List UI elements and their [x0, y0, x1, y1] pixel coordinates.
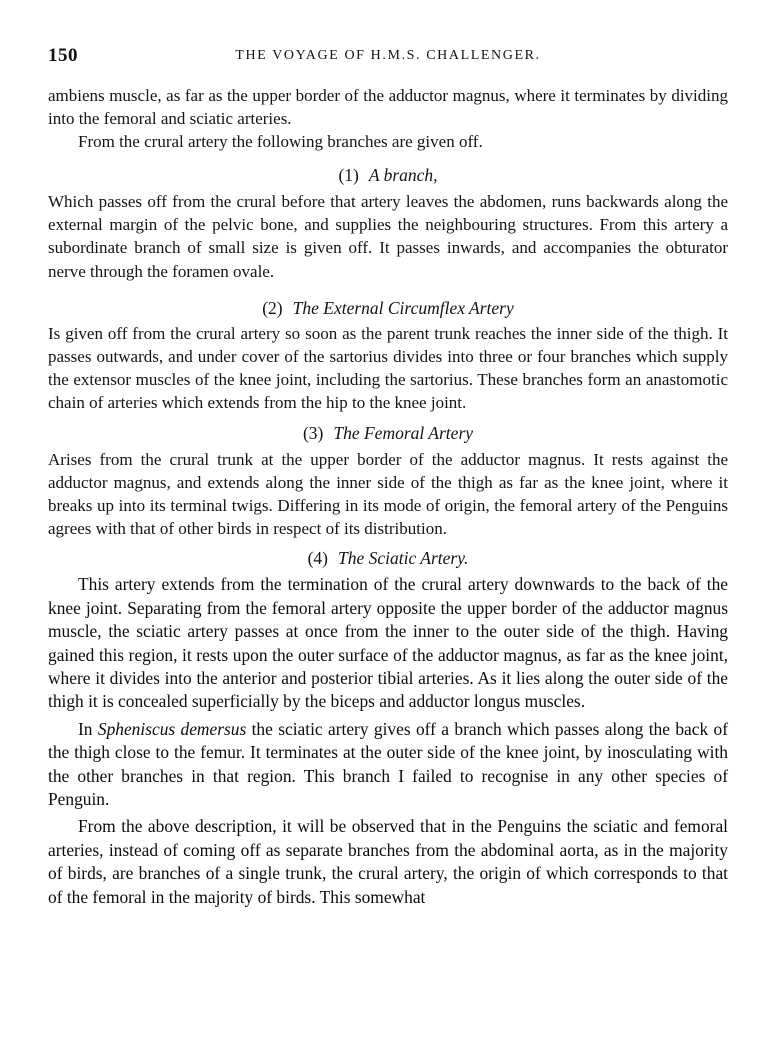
section-paragraph-1: Which passes off from the crural before that artery leaves the abdomen, runs backwards along the external margin of the pelvic bone, and supplies the neighbouring structures. From this artery a subordinate branch of small size is given off. It passes inwards, and accompanies the obturator nerve through the foramen ovale. [48, 192, 728, 281]
spheniscus-lead: In [78, 718, 93, 739]
continued-paragraph: ambiens muscle, as far as the upper border of the adductor magnus, where it terminates by dividing into the femoral and sciatic arteries. [48, 86, 728, 129]
section-number: (3) [302, 423, 324, 444]
page-number: 150 [48, 45, 78, 66]
page-body [48, 84, 728, 909]
branches-intro-paragraph: From the crural artery the following branches are given off. [78, 132, 483, 152]
running-head: THE VOYAGE OF H.M.S. CHALLENGER. [235, 48, 541, 63]
species-name: Spheniscus demersus [97, 718, 247, 739]
section-number: (2) [262, 297, 283, 318]
closing-paragraph: From the above description, it will be observed that in the Penguins the sciatic and femoral arteries, instead of coming off as separate branches from the abdominal aorta, as in the majority of birds, are branches of a single trunk, the crural artery, the origin of which corresponds to that of the femoral in the majority of birds. This somewhat [48, 816, 728, 907]
spheniscus-text: the sciatic artery gives off a branch which passes along the back of the thigh close to the femur. It terminates at the outer side of the knee joint, by inosculating with the other branches in that region. This branch I failed to recognise in any other species of Penguin. [48, 718, 728, 810]
section-number: (1) [338, 165, 359, 186]
section-heading-4 [48, 547, 728, 570]
section-title: A branch, [368, 165, 438, 186]
section-title: The Femoral Artery [333, 423, 474, 444]
section-title: The Sciatic Artery. [337, 548, 469, 569]
section-heading-1 [48, 164, 728, 187]
section-heading-2 [48, 297, 728, 320]
section-number: (4) [307, 548, 328, 569]
section-heading-3 [48, 422, 728, 445]
section-paragraph-4: This artery extends from the termination of the crural artery downwards to the back of the knee joint. Separating from the femoral artery opposite the upper border of the adductor magnus muscle, the sciatic artery passes at once from the inner to the outer side of the thigh. Having gained this region, it rests upon the outer surface of the adductor magnus, as far as the knee joint, where it divides into the anterior and posterior tibial arteries. As it lies along the outer side of the thigh it is concealed superficially by the biceps and adductor longus muscles. [48, 574, 728, 712]
page-header [48, 45, 728, 69]
section-paragraph-3: Arises from the crural trunk at the upper border of the adductor magnus. It rests against the adductor magnus, and extends along the inner side of the thigh as far as the knee joint, where it breaks up into its terminal twigs. Differing in its mode of origin, the femoral artery of the Penguins agrees with that of other birds in respect of its distribution. [48, 450, 728, 539]
section-paragraph-2: Is given off from the crural artery so soon as the parent trunk reaches the inner side of the thigh. It passes outwards, and under cover of the sartorius divides into three or four branches which supply the extensor muscles of the knee joint, including the sartorius. These branches form an anastomotic chain of arteries which extends from the hip to the knee joint. [48, 323, 728, 412]
spheniscus-paragraph [48, 718, 728, 812]
section-title: The External Circumflex Artery [292, 297, 514, 318]
